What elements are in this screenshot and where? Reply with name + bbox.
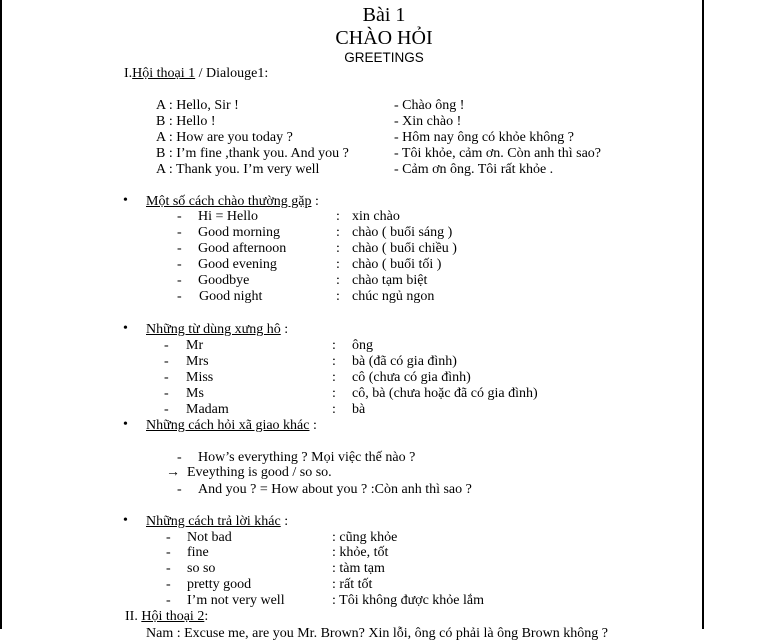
bullet-icon: •: [123, 417, 128, 432]
dialogue-line-vi: - Chào ông !: [394, 98, 465, 113]
greeting-vi: chào tạm biệt: [352, 273, 428, 288]
greeting-vi: chào ( buổi tối ): [352, 257, 442, 272]
list-dash: -: [166, 561, 171, 576]
greeting-en: Good evening: [198, 257, 277, 272]
greeting-en: Good night: [199, 289, 263, 304]
list-dash: -: [177, 257, 182, 272]
answer-en: I’m not very well: [187, 593, 285, 608]
list-dash: -: [164, 402, 169, 417]
greeting-en: Good afternoon: [198, 241, 287, 256]
answer-vi: : rất tốt: [332, 577, 373, 592]
answer-en: pretty good: [187, 577, 252, 592]
list-dash: -: [164, 386, 169, 401]
page-border-right: [702, 0, 704, 629]
address-en: Mr: [186, 338, 204, 353]
list-colon: :: [332, 386, 336, 401]
social-answer-line: Eveything is good / so so.: [187, 465, 332, 480]
list-dash: -: [166, 530, 171, 545]
section2-suffix: :: [204, 609, 209, 624]
answer-vi: : Tôi không được khỏe lắm: [332, 593, 484, 608]
answer-en: Not bad: [187, 530, 232, 545]
list-dash: -: [166, 545, 171, 560]
lesson-number: Bài 1: [362, 4, 406, 26]
answer-vi: : tàm tạm: [332, 561, 385, 576]
list-dash: -: [166, 577, 171, 592]
address-en: Miss: [186, 370, 214, 385]
greeting-vi: chào ( buổi chiều ): [352, 241, 457, 256]
greetings-title: Một số cách chào thường gặp: [146, 194, 312, 209]
address-en: Ms: [186, 386, 204, 401]
list-dash: -: [164, 370, 169, 385]
greeting-vi: chào ( buổi sáng ): [352, 225, 453, 240]
social-heading: [146, 418, 317, 434]
bullet-icon: •: [123, 321, 128, 336]
dialogue-line-en: A : Hello, Sir !: [156, 98, 239, 113]
list-colon: :: [336, 289, 340, 304]
list-dash: -: [164, 354, 169, 369]
answer-vi: : cũng khỏe: [332, 530, 398, 545]
address-en: Madam: [186, 402, 229, 417]
social-suffix: :: [309, 418, 317, 433]
dialogue-line-vi: - Tôi khỏe, cảm ơn. Còn anh thì sao?: [394, 146, 601, 161]
address-vi: bà: [352, 402, 366, 417]
answer-en: fine: [187, 545, 209, 560]
answers-heading: [146, 514, 288, 530]
answer-en: so so: [187, 561, 216, 576]
arrow-right-icon: →: [166, 465, 180, 480]
address-title: Những từ dùng xưng hô: [146, 322, 281, 337]
greeting-en: Hi = Hello: [198, 209, 258, 224]
greetings-suffix: :: [311, 194, 319, 209]
list-colon: :: [332, 354, 336, 369]
address-heading: [146, 322, 288, 338]
list-dash: -: [177, 241, 182, 256]
greeting-vi: xin chào: [352, 209, 400, 224]
address-vi: cô, bà (chưa hoặc đã có gia đình): [352, 386, 538, 401]
greeting-vi: chúc ngủ ngon: [352, 289, 435, 304]
greetings-heading: [146, 194, 319, 210]
dialogue2-partial-line: Nam : Excuse me, are you Mr. Brown? Xin lỗi, ông có phải là ông Brown không ?: [146, 626, 608, 641]
section1-suffix: / Dialouge1:: [195, 66, 269, 81]
list-dash: -: [177, 289, 182, 304]
answer-vi: : khỏe, tốt: [332, 545, 389, 560]
list-colon: :: [336, 209, 340, 224]
address-en: Mrs: [186, 354, 209, 369]
answers-suffix: :: [280, 514, 289, 529]
dialogue-line-vi: - Hôm nay ông có khỏe không ?: [394, 130, 575, 145]
section1-title: Hội thoại 1: [132, 66, 196, 81]
greeting-en: Goodbye: [198, 273, 250, 288]
list-dash: -: [177, 225, 182, 240]
lesson-subtitle: GREETINGS: [344, 50, 424, 65]
greeting-en: Good morning: [198, 225, 281, 240]
address-vi: bà (đã có gia đình): [352, 354, 457, 369]
section1-prefix: I.: [124, 66, 133, 81]
social-question-line: How’s everything ? Mọi việc thế nào ?: [198, 450, 416, 465]
dialogue-line-en: A : How are you today ?: [156, 130, 293, 145]
section1-heading: [124, 66, 268, 82]
address-vi: ông: [352, 338, 373, 353]
list-dash: -: [164, 338, 169, 353]
social-question-line: And you ? = How about you ? :Còn anh thì sao ?: [198, 482, 472, 497]
dialogue-line-vi: - Cảm ơn ông. Tôi rất khỏe .: [394, 162, 554, 177]
section2-prefix: II.: [125, 609, 142, 624]
bullet-icon: •: [123, 193, 128, 208]
page-border-left: [0, 0, 2, 629]
list-dash: -: [177, 482, 182, 497]
bullet-icon: •: [123, 513, 128, 528]
lesson-title: CHÀO HỎI: [335, 27, 433, 49]
list-colon: :: [336, 257, 340, 272]
social-title: Những cách hỏi xã giao khác: [146, 418, 310, 433]
list-dash: -: [177, 450, 182, 465]
dialogue-line-vi: - Xin chào !: [394, 114, 462, 129]
list-colon: :: [336, 273, 340, 288]
address-suffix: :: [280, 322, 289, 337]
answers-title: Những cách trả lời khác: [146, 514, 281, 529]
list-colon: :: [332, 338, 336, 353]
address-vi: cô (chưa có gia đình): [352, 370, 471, 385]
list-colon: :: [332, 370, 336, 385]
dialogue-line-en: A : Thank you. I’m very well: [156, 162, 320, 177]
section2-title: Hội thoại 2: [141, 609, 205, 624]
page-cutoff: [0, 617, 700, 641]
list-dash: -: [177, 273, 182, 288]
list-colon: :: [336, 241, 340, 256]
list-colon: :: [332, 402, 336, 417]
list-dash: -: [166, 593, 171, 608]
dialogue-line-en: B : I’m fine ,thank you. And you ?: [156, 146, 349, 161]
list-colon: :: [336, 225, 340, 240]
list-dash: -: [177, 209, 182, 224]
dialogue-line-en: B : Hello !: [156, 114, 216, 129]
